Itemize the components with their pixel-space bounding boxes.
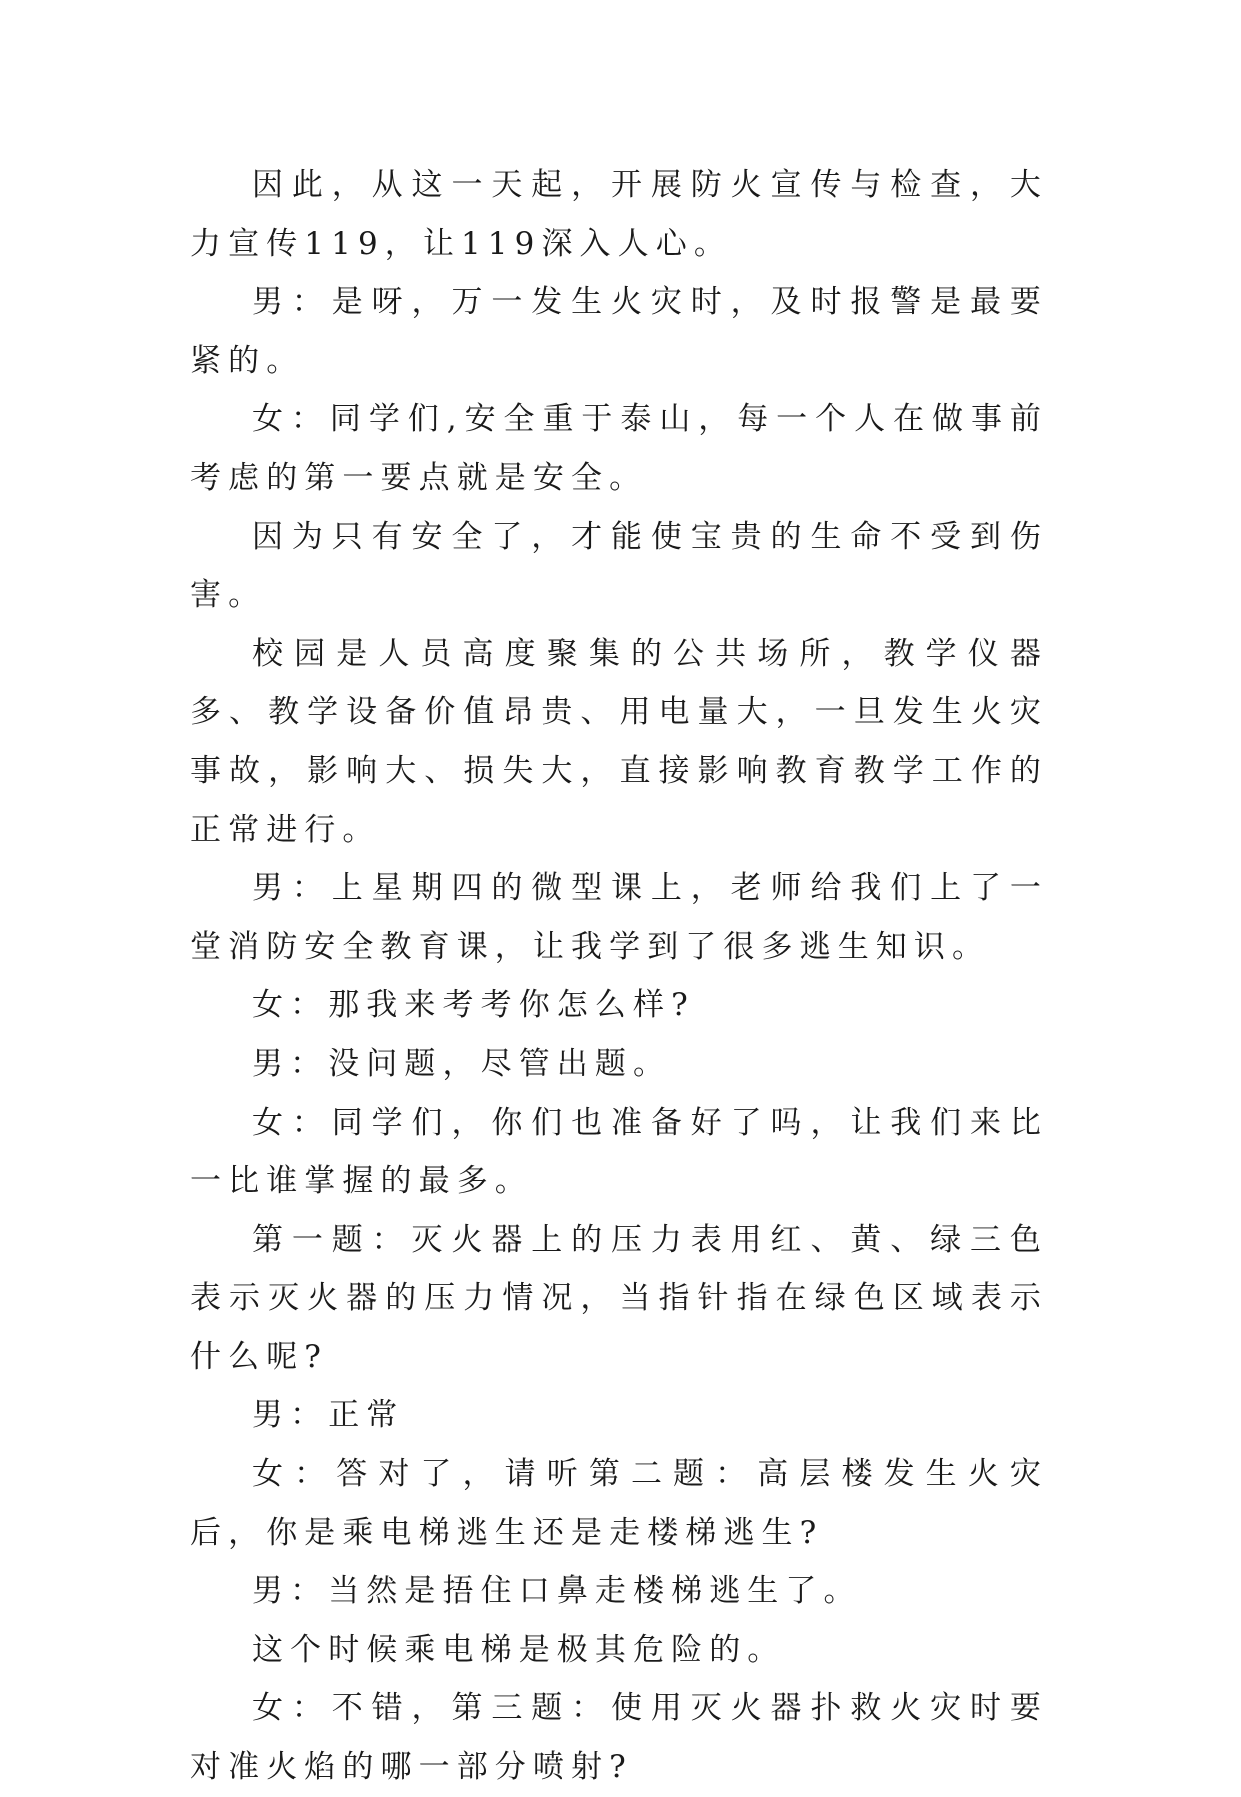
paragraph-15: 女：不错，第三题：使用灭火器扑救火灾时要对准火焰的哪一部分喷射? bbox=[190, 1690, 1048, 1786]
paragraph-7: 女：那我来考考你怎么样? bbox=[252, 987, 695, 1024]
paragraph-4: 因为只有安全了，才能使宝贵的生命不受到伤害。 bbox=[190, 518, 1048, 614]
paragraph-2: 男：是呀，万一发生火灾时，及时报警是最要紧的。 bbox=[190, 284, 1048, 379]
paragraph-11: 男：正常 bbox=[252, 1397, 405, 1434]
paragraph-5: 校园是人员高度聚集的公共场所，教学仪器多、教学设备价值昂贵、用电量大，一旦发生火灾事故，影响大、损失大，直接影响教育教学工作的正常进行。 bbox=[190, 635, 1048, 848]
paragraph-14: 这个时候乘电梯是极其危险的。 bbox=[252, 1631, 786, 1668]
paragraph-13: 男：当然是捂住口鼻走楼梯逃生了。 bbox=[252, 1573, 862, 1610]
paragraph-3: 女：同学们,安全重于泰山，每一个人在做事前考虑的第一要点就是安全。 bbox=[190, 401, 1048, 496]
paragraph-1: 因此，从这一天起，开展防火宣传与检查，大力宣传119，让119深入人心。 bbox=[190, 167, 1048, 262]
document-body bbox=[190, 156, 1048, 1797]
paragraph-6: 男：上星期四的微型课上，老师给我们上了一堂消防安全教育课，让我学到了很多逃生知识。 bbox=[190, 870, 1048, 965]
paragraph-12: 女：答对了，请听第二题：高层楼发生火灾后，你是乘电梯逃生还是走楼梯逃生? bbox=[190, 1456, 1048, 1551]
paragraph-8: 男：没问题，尽管出题。 bbox=[252, 1045, 672, 1082]
paragraph-10: 第一题：灭火器上的压力表用红、黄、绿三色表示灭火器的压力情况，当指针指在绿色区域表示什么呢? bbox=[190, 1221, 1048, 1375]
paragraph-9: 女：同学们，你们也准备好了吗，让我们来比一比谁掌握的最多。 bbox=[190, 1104, 1048, 1200]
